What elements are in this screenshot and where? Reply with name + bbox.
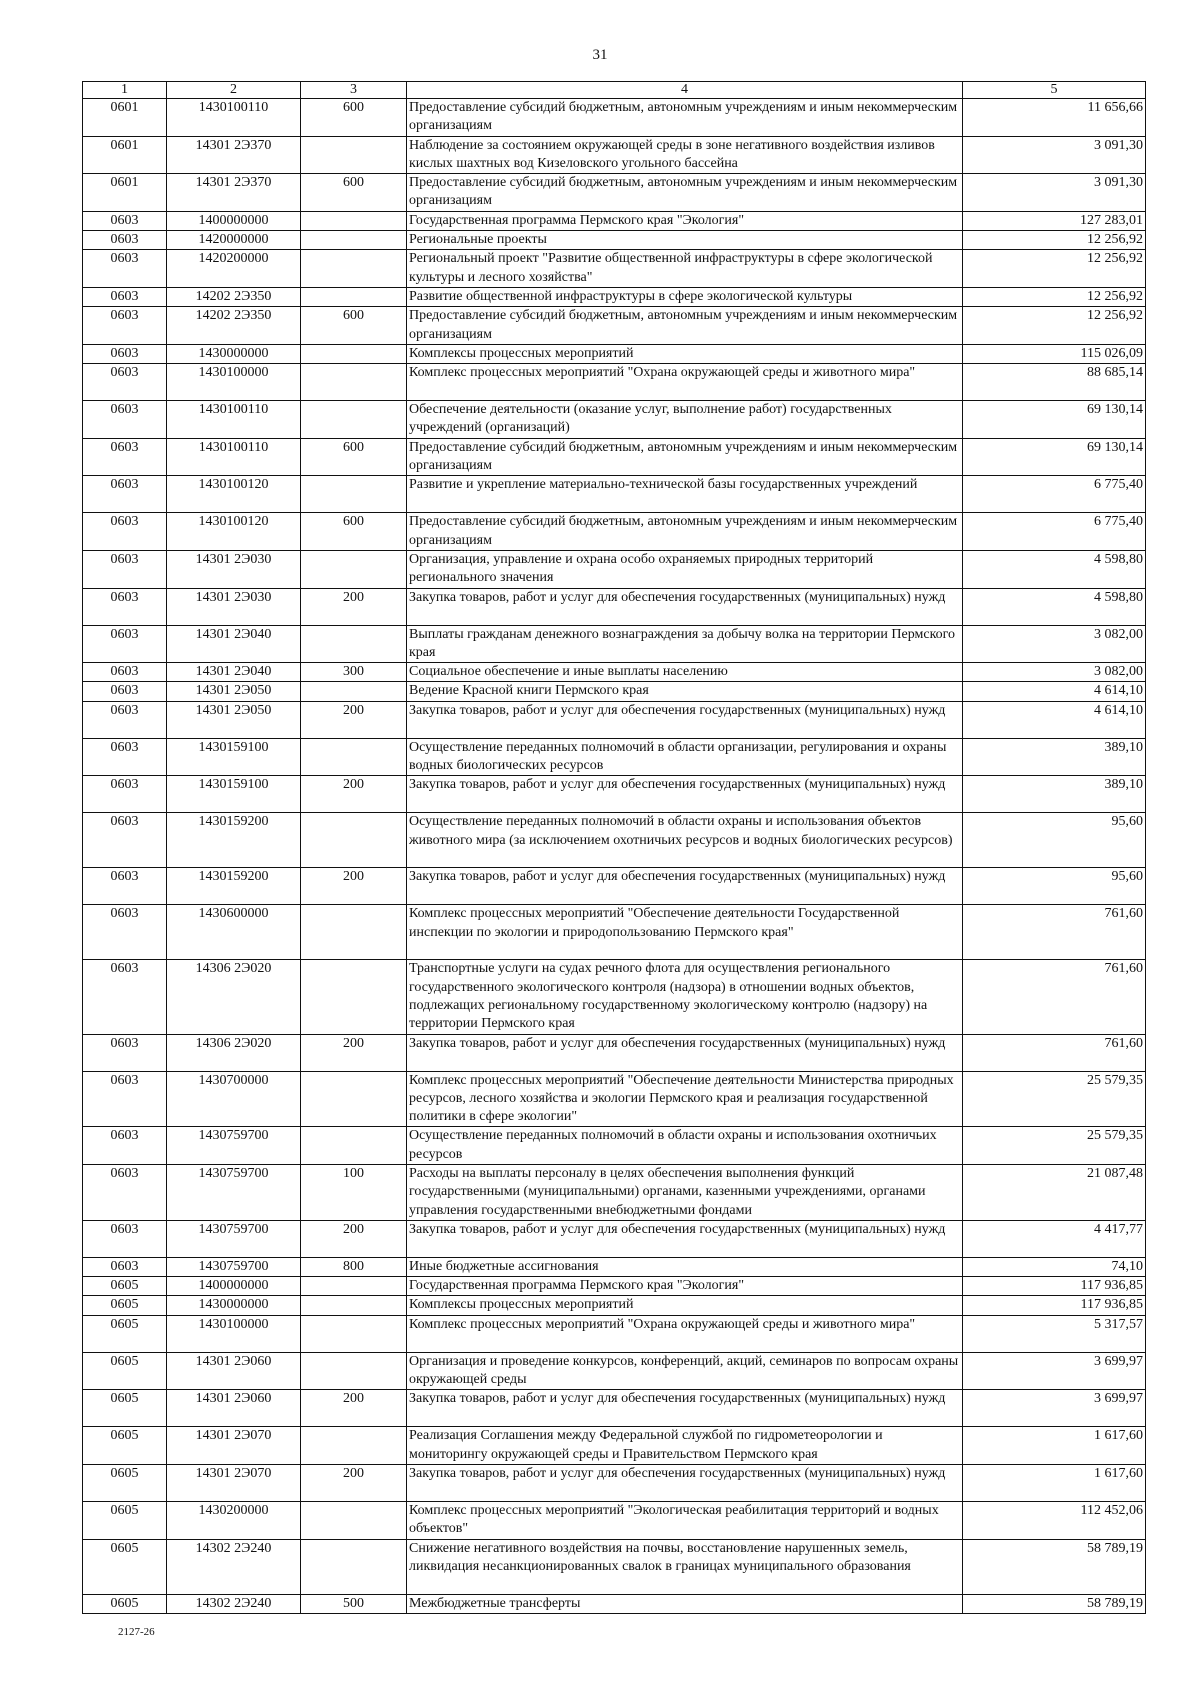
section-code-cell: 0605 xyxy=(83,1296,167,1315)
description-cell: Развитие общественной инфраструктуры в сфере экологической культуры xyxy=(407,287,963,306)
header-col-4: 4 xyxy=(407,82,963,99)
description-cell: Закупка товаров, работ и услуг для обеспечения государственных (муниципальных) нужд xyxy=(407,588,963,625)
target-article-cell: 1430759700 xyxy=(167,1220,301,1257)
expense-type-cell xyxy=(301,401,407,439)
section-code-cell: 0605 xyxy=(83,1464,167,1501)
amount-cell: 761,60 xyxy=(963,960,1146,1034)
description-cell: Социальное обеспечение и иные выплаты населению xyxy=(407,663,963,682)
description-cell: Комплекс процессных мероприятий "Обеспечение деятельности Министерства природных ресурсов, лесного хозяйства и экологии Пермского края и реализация государственной политики в сфере экологии" xyxy=(407,1071,963,1127)
table-row xyxy=(83,401,1146,439)
section-code-cell: 0605 xyxy=(83,1539,167,1594)
description-cell: Транспортные услуги на судах речного флота для осуществления регионального государственного экологического контроля (надзора) в отношении водных объектов, подлежащих региональному государственному экологическому контролю (надзору) на территории Пермского края xyxy=(407,960,963,1034)
amount-cell: 95,60 xyxy=(963,813,1146,868)
section-code-cell: 0603 xyxy=(83,1257,167,1276)
target-article-cell: 1430100110 xyxy=(167,438,301,476)
section-code-cell: 0603 xyxy=(83,1127,167,1165)
amount-cell: 4 598,80 xyxy=(963,550,1146,588)
target-article-cell: 14202 2Э350 xyxy=(167,307,301,345)
amount-cell: 12 256,92 xyxy=(963,250,1146,288)
section-code-cell: 0603 xyxy=(83,438,167,476)
target-article-cell: 14301 2Э070 xyxy=(167,1464,301,1501)
target-article-cell: 1430100110 xyxy=(167,99,301,137)
expense-type-cell xyxy=(301,682,407,701)
table-header-row xyxy=(83,82,1146,99)
description-cell: Развитие и укрепление материально-технической базы государственных учреждений xyxy=(407,476,963,513)
expense-type-cell: 200 xyxy=(301,1220,407,1257)
section-code-cell: 0601 xyxy=(83,99,167,137)
expense-type-cell xyxy=(301,1352,407,1390)
section-code-cell: 0603 xyxy=(83,344,167,363)
table-row xyxy=(83,1034,1146,1071)
expense-type-cell xyxy=(301,231,407,250)
table-row xyxy=(83,211,1146,230)
table-row xyxy=(83,136,1146,174)
description-cell: Закупка товаров, работ и услуг для обеспечения государственных (муниципальных) нужд xyxy=(407,701,963,738)
section-code-cell: 0603 xyxy=(83,682,167,701)
amount-cell: 4 614,10 xyxy=(963,701,1146,738)
description-cell: Обеспечение деятельности (оказание услуг, выполнение работ) государственных учреждений (организаций) xyxy=(407,401,963,439)
amount-cell: 88 685,14 xyxy=(963,364,1146,401)
description-cell: Региональные проекты xyxy=(407,231,963,250)
table-row xyxy=(83,438,1146,476)
expense-type-cell xyxy=(301,1539,407,1594)
target-article-cell: 14301 2Э050 xyxy=(167,682,301,701)
amount-cell: 117 936,85 xyxy=(963,1296,1146,1315)
expense-type-cell: 600 xyxy=(301,307,407,345)
table-row xyxy=(83,1464,1146,1501)
description-cell: Закупка товаров, работ и услуг для обеспечения государственных (муниципальных) нужд xyxy=(407,1390,963,1427)
description-cell: Государственная программа Пермского края "Экология" xyxy=(407,211,963,230)
target-article-cell: 1420000000 xyxy=(167,231,301,250)
target-article-cell: 1430100120 xyxy=(167,513,301,551)
expense-type-cell xyxy=(301,1277,407,1296)
section-code-cell: 0603 xyxy=(83,813,167,868)
table-row xyxy=(83,625,1146,663)
target-article-cell: 1400000000 xyxy=(167,1277,301,1296)
target-article-cell: 1430759700 xyxy=(167,1257,301,1276)
amount-cell: 58 789,19 xyxy=(963,1539,1146,1594)
section-code-cell: 0603 xyxy=(83,211,167,230)
target-article-cell: 1430100110 xyxy=(167,401,301,439)
description-cell: Закупка товаров, работ и услуг для обеспечения государственных (муниципальных) нужд xyxy=(407,1034,963,1071)
amount-cell: 115 026,09 xyxy=(963,344,1146,363)
section-code-cell: 0603 xyxy=(83,776,167,813)
expense-type-cell xyxy=(301,625,407,663)
amount-cell: 127 283,01 xyxy=(963,211,1146,230)
description-cell: Снижение негативного воздействия на почвы, восстановление нарушенных земель, ликвидация несанкционированных свалок в границах муниципального образования xyxy=(407,1539,963,1594)
amount-cell: 58 789,19 xyxy=(963,1594,1146,1613)
table-row xyxy=(83,1501,1146,1539)
description-cell: Предоставление субсидий бюджетным, автономным учреждениям и иным некоммерческим организациям xyxy=(407,174,963,212)
expense-type-cell xyxy=(301,960,407,1034)
target-article-cell: 1430159100 xyxy=(167,776,301,813)
target-article-cell: 14301 2Э060 xyxy=(167,1352,301,1390)
amount-cell: 12 256,92 xyxy=(963,287,1146,306)
target-article-cell: 14301 2Э030 xyxy=(167,588,301,625)
description-cell: Предоставление субсидий бюджетным, автономным учреждениям и иным некоммерческим организациям xyxy=(407,99,963,137)
expense-type-cell: 600 xyxy=(301,513,407,551)
expense-type-cell xyxy=(301,1071,407,1127)
header-col-1: 1 xyxy=(83,82,167,99)
target-article-cell: 14301 2Э060 xyxy=(167,1390,301,1427)
table-row xyxy=(83,1315,1146,1352)
table-row xyxy=(83,1390,1146,1427)
section-code-cell: 0605 xyxy=(83,1390,167,1427)
amount-cell: 6 775,40 xyxy=(963,513,1146,551)
table-row xyxy=(83,231,1146,250)
section-code-cell: 0605 xyxy=(83,1427,167,1465)
description-cell: Предоставление субсидий бюджетным, автономным учреждениям и иным некоммерческим организациям xyxy=(407,513,963,551)
description-cell: Закупка товаров, работ и услуг для обеспечения государственных (муниципальных) нужд xyxy=(407,1220,963,1257)
description-cell: Межбюджетные трансферты xyxy=(407,1594,963,1613)
target-article-cell: 1430600000 xyxy=(167,905,301,960)
table-row xyxy=(83,1539,1146,1594)
table-row xyxy=(83,1071,1146,1127)
target-article-cell: 1430759700 xyxy=(167,1164,301,1220)
section-code-cell: 0603 xyxy=(83,960,167,1034)
header-col-5: 5 xyxy=(963,82,1146,99)
target-article-cell: 1430100120 xyxy=(167,476,301,513)
section-code-cell: 0605 xyxy=(83,1501,167,1539)
expense-type-cell xyxy=(301,1315,407,1352)
target-article-cell: 1430000000 xyxy=(167,344,301,363)
table-row xyxy=(83,663,1146,682)
amount-cell: 21 087,48 xyxy=(963,1164,1146,1220)
header-col-3: 3 xyxy=(301,82,407,99)
table-row xyxy=(83,1220,1146,1257)
expense-type-cell: 200 xyxy=(301,588,407,625)
table-row xyxy=(83,174,1146,212)
description-cell: Расходы на выплаты персоналу в целях обеспечения выполнения функций государственными (муниципальными) органами, казенными учреждениями, органами управления государственными внебюджетными фондами xyxy=(407,1164,963,1220)
description-cell: Иные бюджетные ассигнования xyxy=(407,1257,963,1276)
amount-cell: 95,60 xyxy=(963,868,1146,905)
section-code-cell: 0603 xyxy=(83,1034,167,1071)
amount-cell: 69 130,14 xyxy=(963,438,1146,476)
description-cell: Организация, управление и охрана особо охраняемых природных территорий регионального значения xyxy=(407,550,963,588)
target-article-cell: 14301 2Э070 xyxy=(167,1427,301,1465)
footer-code: 2127-26 xyxy=(118,1626,155,1638)
expense-type-cell xyxy=(301,136,407,174)
target-article-cell: 1430159100 xyxy=(167,738,301,776)
table-row xyxy=(83,682,1146,701)
target-article-cell: 1430159200 xyxy=(167,868,301,905)
description-cell: Комплекс процессных мероприятий "Экологическая реабилитация территорий и водных объектов" xyxy=(407,1501,963,1539)
section-code-cell: 0603 xyxy=(83,625,167,663)
amount-cell: 12 256,92 xyxy=(963,307,1146,345)
section-code-cell: 0603 xyxy=(83,231,167,250)
target-article-cell: 1430200000 xyxy=(167,1501,301,1539)
section-code-cell: 0603 xyxy=(83,1164,167,1220)
description-cell: Организация и проведение конкурсов, конференций, акций, семинаров по вопросам охраны окружающей среды xyxy=(407,1352,963,1390)
amount-cell: 117 936,85 xyxy=(963,1277,1146,1296)
expense-type-cell: 100 xyxy=(301,1164,407,1220)
table-row xyxy=(83,588,1146,625)
description-cell: Комплексы процессных мероприятий xyxy=(407,1296,963,1315)
table-row xyxy=(83,776,1146,813)
expense-type-cell xyxy=(301,364,407,401)
table-row xyxy=(83,364,1146,401)
target-article-cell: 1420200000 xyxy=(167,250,301,288)
table-row xyxy=(83,513,1146,551)
section-code-cell: 0603 xyxy=(83,905,167,960)
amount-cell: 25 579,35 xyxy=(963,1071,1146,1127)
amount-cell: 5 317,57 xyxy=(963,1315,1146,1352)
expense-type-cell: 200 xyxy=(301,1464,407,1501)
amount-cell: 3 091,30 xyxy=(963,174,1146,212)
expense-type-cell xyxy=(301,550,407,588)
expense-type-cell xyxy=(301,905,407,960)
target-article-cell: 14301 2Э040 xyxy=(167,625,301,663)
expense-type-cell xyxy=(301,1427,407,1465)
target-article-cell: 14302 2Э240 xyxy=(167,1594,301,1613)
section-code-cell: 0603 xyxy=(83,738,167,776)
description-cell: Закупка товаров, работ и услуг для обеспечения государственных (муниципальных) нужд xyxy=(407,868,963,905)
amount-cell: 4 417,77 xyxy=(963,1220,1146,1257)
section-code-cell: 0603 xyxy=(83,1071,167,1127)
table-row xyxy=(83,550,1146,588)
expense-type-cell xyxy=(301,1127,407,1165)
expense-type-cell xyxy=(301,476,407,513)
table-row xyxy=(83,1427,1146,1465)
table-row xyxy=(83,1164,1146,1220)
budget-table xyxy=(82,81,1146,1614)
description-cell: Реализация Соглашения между Федеральной службой по гидрометеорологии и мониторингу окружающей среды и Правительством Пермского края xyxy=(407,1427,963,1465)
amount-cell: 25 579,35 xyxy=(963,1127,1146,1165)
table-row xyxy=(83,1277,1146,1296)
target-article-cell: 14301 2Э050 xyxy=(167,701,301,738)
table-row xyxy=(83,307,1146,345)
section-code-cell: 0603 xyxy=(83,401,167,439)
section-code-cell: 0603 xyxy=(83,701,167,738)
table-row xyxy=(83,287,1146,306)
target-article-cell: 14306 2Э020 xyxy=(167,960,301,1034)
expense-type-cell xyxy=(301,250,407,288)
description-cell: Комплексы процессных мероприятий xyxy=(407,344,963,363)
expense-type-cell: 600 xyxy=(301,174,407,212)
target-article-cell: 1430159200 xyxy=(167,813,301,868)
amount-cell: 4 614,10 xyxy=(963,682,1146,701)
expense-type-cell: 200 xyxy=(301,868,407,905)
table-row xyxy=(83,1594,1146,1613)
amount-cell: 3 082,00 xyxy=(963,663,1146,682)
section-code-cell: 0603 xyxy=(83,663,167,682)
expense-type-cell: 300 xyxy=(301,663,407,682)
amount-cell: 3 082,00 xyxy=(963,625,1146,663)
target-article-cell: 14301 2Э030 xyxy=(167,550,301,588)
table-row xyxy=(83,1352,1146,1390)
description-cell: Предоставление субсидий бюджетным, автономным учреждениям и иным некоммерческим организациям xyxy=(407,307,963,345)
section-code-cell: 0603 xyxy=(83,476,167,513)
table-body xyxy=(83,99,1146,1614)
target-article-cell: 1430759700 xyxy=(167,1127,301,1165)
expense-type-cell xyxy=(301,287,407,306)
table-row xyxy=(83,1257,1146,1276)
table-row xyxy=(83,701,1146,738)
target-article-cell: 1400000000 xyxy=(167,211,301,230)
amount-cell: 74,10 xyxy=(963,1257,1146,1276)
description-cell: Закупка товаров, работ и услуг для обеспечения государственных (муниципальных) нужд xyxy=(407,1464,963,1501)
description-cell: Комплекс процессных мероприятий "Охрана окружающей среды и животного мира" xyxy=(407,1315,963,1352)
section-code-cell: 0605 xyxy=(83,1315,167,1352)
description-cell: Комплекс процессных мероприятий "Охрана окружающей среды и животного мира" xyxy=(407,364,963,401)
description-cell: Комплекс процессных мероприятий "Обеспечение деятельности Государственной инспекции по экологии и природопользованию Пермского края" xyxy=(407,905,963,960)
amount-cell: 3 699,97 xyxy=(963,1390,1146,1427)
table-row xyxy=(83,250,1146,288)
target-article-cell: 1430700000 xyxy=(167,1071,301,1127)
amount-cell: 11 656,66 xyxy=(963,99,1146,137)
table-row xyxy=(83,99,1146,137)
description-cell: Осуществление переданных полномочий в области организации, регулирования и охраны водных биологических ресурсов xyxy=(407,738,963,776)
description-cell: Наблюдение за состоянием окружающей среды в зоне негативного воздействия изливов кислых шахтных вод Кизеловского угольного бассейна xyxy=(407,136,963,174)
expense-type-cell xyxy=(301,813,407,868)
description-cell: Выплаты гражданам денежного вознаграждения за добычу волка на территории Пермского края xyxy=(407,625,963,663)
description-cell: Предоставление субсидий бюджетным, автономным учреждениям и иным некоммерческим организациям xyxy=(407,438,963,476)
description-cell: Ведение Красной книги Пермского края xyxy=(407,682,963,701)
section-code-cell: 0603 xyxy=(83,1220,167,1257)
section-code-cell: 0603 xyxy=(83,364,167,401)
section-code-cell: 0603 xyxy=(83,868,167,905)
section-code-cell: 0601 xyxy=(83,136,167,174)
description-cell: Государственная программа Пермского края "Экология" xyxy=(407,1277,963,1296)
table-row xyxy=(83,1296,1146,1315)
section-code-cell: 0605 xyxy=(83,1594,167,1613)
section-code-cell: 0603 xyxy=(83,250,167,288)
amount-cell: 12 256,92 xyxy=(963,231,1146,250)
expense-type-cell: 500 xyxy=(301,1594,407,1613)
expense-type-cell: 200 xyxy=(301,1034,407,1071)
table-row xyxy=(83,868,1146,905)
section-code-cell: 0603 xyxy=(83,550,167,588)
description-cell: Региональный проект "Развитие общественной инфраструктуры в сфере экологической культуры и лесного хозяйства" xyxy=(407,250,963,288)
section-code-cell: 0603 xyxy=(83,513,167,551)
target-article-cell: 14301 2Э370 xyxy=(167,174,301,212)
amount-cell: 6 775,40 xyxy=(963,476,1146,513)
target-article-cell: 14202 2Э350 xyxy=(167,287,301,306)
amount-cell: 69 130,14 xyxy=(963,401,1146,439)
section-code-cell: 0601 xyxy=(83,174,167,212)
table-row xyxy=(83,738,1146,776)
page-number: 31 xyxy=(592,47,608,63)
amount-cell: 3 091,30 xyxy=(963,136,1146,174)
expense-type-cell xyxy=(301,738,407,776)
amount-cell: 389,10 xyxy=(963,738,1146,776)
description-cell: Осуществление переданных полномочий в области охраны и использования охотничьих ресурсов xyxy=(407,1127,963,1165)
description-cell: Закупка товаров, работ и услуг для обеспечения государственных (муниципальных) нужд xyxy=(407,776,963,813)
table-row xyxy=(83,960,1146,1034)
expense-type-cell xyxy=(301,1501,407,1539)
target-article-cell: 14306 2Э020 xyxy=(167,1034,301,1071)
table-row xyxy=(83,1127,1146,1165)
section-code-cell: 0603 xyxy=(83,307,167,345)
expense-type-cell: 200 xyxy=(301,701,407,738)
expense-type-cell xyxy=(301,344,407,363)
amount-cell: 112 452,06 xyxy=(963,1501,1146,1539)
description-cell: Осуществление переданных полномочий в области охраны и использования объектов животного мира (за исключением охотничьих ресурсов и водных биологических ресурсов) xyxy=(407,813,963,868)
expense-type-cell: 200 xyxy=(301,776,407,813)
amount-cell: 3 699,97 xyxy=(963,1352,1146,1390)
target-article-cell: 14301 2Э370 xyxy=(167,136,301,174)
section-code-cell: 0603 xyxy=(83,588,167,625)
table-row xyxy=(83,344,1146,363)
target-article-cell: 14302 2Э240 xyxy=(167,1539,301,1594)
expense-type-cell xyxy=(301,1296,407,1315)
target-article-cell: 1430100000 xyxy=(167,364,301,401)
amount-cell: 761,60 xyxy=(963,905,1146,960)
amount-cell: 4 598,80 xyxy=(963,588,1146,625)
expense-type-cell: 600 xyxy=(301,99,407,137)
target-article-cell: 14301 2Э040 xyxy=(167,663,301,682)
section-code-cell: 0605 xyxy=(83,1277,167,1296)
amount-cell: 389,10 xyxy=(963,776,1146,813)
expense-type-cell: 200 xyxy=(301,1390,407,1427)
section-code-cell: 0603 xyxy=(83,287,167,306)
header-col-2: 2 xyxy=(167,82,301,99)
table-row xyxy=(83,905,1146,960)
amount-cell: 761,60 xyxy=(963,1034,1146,1071)
amount-cell: 1 617,60 xyxy=(963,1427,1146,1465)
section-code-cell: 0605 xyxy=(83,1352,167,1390)
amount-cell: 1 617,60 xyxy=(963,1464,1146,1501)
target-article-cell: 1430100000 xyxy=(167,1315,301,1352)
expense-type-cell: 800 xyxy=(301,1257,407,1276)
table-row xyxy=(83,813,1146,868)
target-article-cell: 1430000000 xyxy=(167,1296,301,1315)
table-row xyxy=(83,476,1146,513)
expense-type-cell: 600 xyxy=(301,438,407,476)
expense-type-cell xyxy=(301,211,407,230)
